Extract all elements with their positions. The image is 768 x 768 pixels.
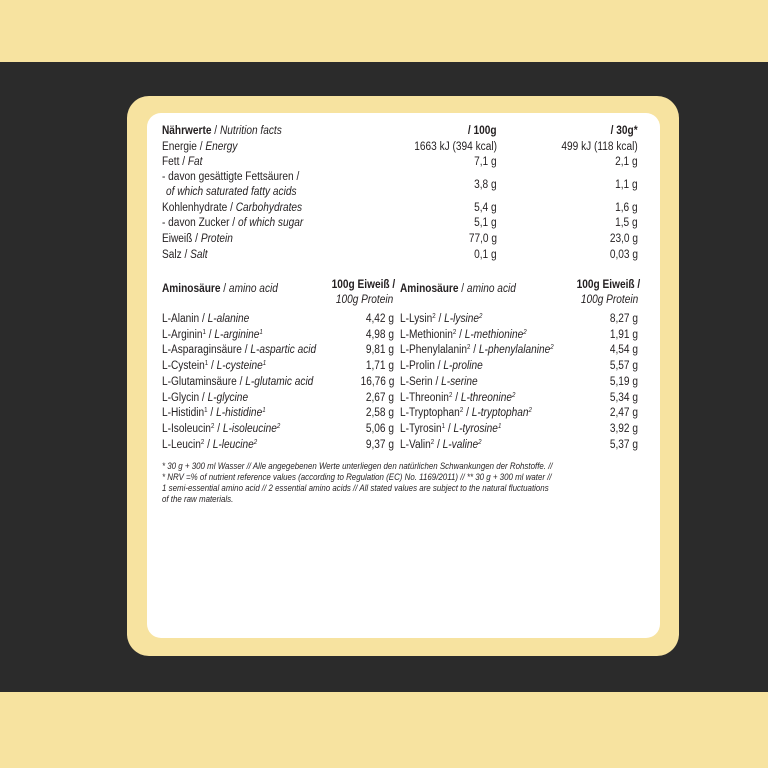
nutrition-value-serving: 1,1 g: [615, 179, 638, 191]
nutrition-col-100g: / 100g: [468, 125, 497, 137]
nutrition-value-serving: 23,0 g: [609, 233, 638, 245]
amino-name-de: L-Leucin: [162, 438, 201, 451]
amino-unit-header: 100g Eiweiß /: [576, 279, 640, 291]
nutrition-row-label: Eiweiß / Protein: [162, 233, 233, 245]
nutrition-label-de: Fett: [162, 156, 180, 168]
nutrition-label-en: Carbohydrates: [235, 202, 303, 214]
nutrition-header-label: Nährwerte / Nutrition facts: [162, 125, 282, 137]
amino-row-label: L-Arginin$^1$ / L-arginine$^1$: [162, 328, 263, 341]
amino-name-de: L-Histidin: [162, 407, 205, 420]
amino-footnote-mark: 1: [262, 360, 267, 368]
amino-footnote-mark: 1: [202, 328, 206, 336]
amino-footnote-mark: 1: [204, 360, 209, 368]
nutrition-label-de: Eiweiß: [162, 233, 193, 245]
amino-value: 5,34 g: [609, 391, 638, 404]
nutrition-label-en: Salt: [190, 249, 208, 261]
amino-name-de: L-Methionin: [400, 328, 453, 341]
amino-name-de: L-Glutaminsäure: [162, 375, 237, 388]
nutrition-label-de: - davon Zucker: [162, 217, 230, 229]
amino-value: 2,47 g: [609, 407, 638, 420]
amino-footnote-mark: 2: [200, 438, 205, 446]
amino-value: 9,37 g: [365, 438, 394, 451]
amino-header-label: Aminosäure / amino acid: [400, 283, 516, 295]
amino-header-de: Aminosäure: [162, 283, 221, 295]
amino-name-en: L-leucine: [212, 438, 254, 451]
amino-row-label: L-Valin$^2$ / L-valine$^2$: [400, 438, 482, 451]
amino-value: 8,27 g: [609, 313, 638, 325]
amino-name-en: L-arginine: [214, 328, 260, 341]
amino-footnote-mark: 1: [497, 422, 502, 430]
footnote-line: 1 semi-essential amino acid // 2 essential amino acids // All stated values are subject to the natural fluctuations: [162, 483, 549, 493]
nutrition-row-label: Kohlenhydrate / Carbohydrates: [162, 202, 303, 214]
amino-name-en: L-glutamic acid: [245, 375, 314, 388]
amino-value: 2,67 g: [365, 391, 394, 404]
amino-name-de: L-Alanin: [162, 313, 200, 325]
nutrition-row-label: Energie / Energy: [162, 141, 238, 153]
amino-unit-header: 100g Eiweiß /: [331, 279, 395, 291]
amino-value: 3,92 g: [609, 422, 638, 435]
nutrition-value-100g: 5,1 g: [474, 217, 497, 229]
amino-name-en: L-histidine: [216, 407, 263, 420]
amino-value: 1,71 g: [365, 360, 394, 373]
nutrition-label-en: of which sugar: [237, 217, 304, 229]
amino-row-label: L-Alanin / L-alanine: [162, 313, 250, 325]
nutrition-value-serving: 0,03 g: [609, 249, 638, 261]
footnote: [162, 461, 637, 505]
nutrition-row-label: Salz / Salt: [162, 249, 208, 261]
nutrition-label-en: Fat: [187, 156, 203, 168]
amino-value: 1,91 g: [609, 328, 638, 341]
amino-footnote-mark: 2: [459, 407, 464, 415]
amino-footnote-mark: 2: [523, 328, 527, 336]
nutrition-label-de: Salz: [162, 249, 182, 261]
amino-name-de: L-Valin: [400, 438, 431, 451]
amino-row-label: L-Tyrosin$^1$ / L-tyrosine$^1$: [400, 422, 502, 435]
nutrition-row-label-en: of which saturated fatty acids: [166, 186, 297, 198]
nutrition-value-serving: 499 kJ (118 kcal): [561, 141, 638, 153]
amino-footnote-mark: 2: [550, 344, 554, 352]
amino-name-de: L-Arginin: [162, 328, 203, 341]
amino-row-label: L-Prolin / L-proline: [400, 360, 483, 373]
nutrition-value-100g: 77,0 g: [468, 233, 497, 245]
amino-value: 5,06 g: [365, 422, 394, 435]
nutrition-value-serving: 1,6 g: [615, 202, 638, 214]
amino-name-en: L-proline: [443, 360, 483, 373]
amino-row-label: L-Lysin$^2$ / L-lysine$^2$: [400, 313, 483, 325]
amino-row-label: L-Methionin$^2$ / L-methionine$^2$: [400, 328, 527, 341]
amino-header-en: amino acid: [466, 283, 516, 295]
amino-row-label: L-Tryptophan$^2$ / L-tryptophan$^2$: [400, 407, 532, 420]
amino-footnote-mark: 2: [253, 438, 258, 446]
amino-name-en: L-lysine: [444, 313, 480, 325]
amino-name-de: L-Glycin: [162, 391, 200, 404]
amino-name-en: L-alanine: [207, 313, 250, 325]
nutrition-value-serving: 2,1 g: [615, 156, 638, 168]
amino-row-label: L-Glutaminsäure / L-glutamic acid: [162, 375, 314, 388]
amino-footnote-mark: 2: [448, 391, 453, 399]
amino-value: 9,81 g: [365, 344, 394, 357]
nutrition-value-100g: 5,4 g: [474, 202, 497, 214]
amino-footnote-mark: 2: [478, 438, 482, 446]
amino-row-label: L-Glycin / L-glycine: [162, 391, 249, 404]
amino-value: 2,58 g: [365, 407, 394, 420]
nutrition-label-de: Energie: [162, 141, 197, 153]
amino-footnote-mark: 1: [204, 407, 208, 415]
footnote-line: of the raw materials.: [162, 494, 234, 504]
amino-name-de: L-Asparaginsäure: [162, 344, 242, 357]
amino-header-label: Aminosäure / amino acid: [162, 283, 278, 295]
amino-name-de: L-Threonin: [400, 391, 449, 404]
amino-row-label: L-Phenylalanin$^2$ / L-phenylalanine$^2$: [400, 344, 554, 357]
amino-row-label: L-Threonin$^2$ / L-threonine$^2$: [400, 391, 516, 404]
nutrition-row-label: - davon Zucker / of which sugar: [162, 217, 304, 229]
amino-name-en: L-serine: [441, 375, 478, 388]
nutrition-label-en: Energy: [205, 141, 238, 153]
amino-footnote-mark: 2: [432, 313, 436, 320]
amino-name-en: L-tyrosine: [453, 422, 498, 435]
amino-value: 5,57 g: [609, 360, 638, 373]
amino-value: 16,76 g: [360, 375, 394, 388]
nutrition-row-label: - davon gesättigte Fettsäuren /: [162, 171, 300, 183]
nutrition-col-serving: / 30g*: [610, 125, 638, 137]
amino-unit-header-en: 100g Protein: [580, 294, 638, 306]
amino-row-label: L-Serin / L-serine: [400, 375, 478, 388]
amino-name-en: L-glycine: [207, 391, 249, 404]
amino-name-de: L-Lysin: [400, 313, 433, 325]
amino-value: 4,42 g: [365, 313, 394, 325]
amino-footnote-mark: 2: [430, 438, 435, 446]
amino-name-en: L-valine: [442, 438, 479, 451]
amino-header-de: Aminosäure: [400, 283, 459, 295]
amino-name-de: L-Tryptophan: [400, 407, 460, 420]
amino-name-de: L-Cystein: [162, 360, 205, 373]
amino-name-de: L-Serin: [400, 375, 433, 388]
amino-value: 4,98 g: [365, 328, 394, 341]
amino-name-en: L-cysteine: [216, 360, 263, 373]
nutrition-value-100g: 3,8 g: [474, 179, 497, 191]
amino-footnote-mark: 2: [452, 328, 457, 336]
nutrition-row-label: Fett / Fat: [162, 156, 203, 168]
amino-footnote-mark: 2: [512, 391, 516, 399]
amino-name-en: L-isoleucine: [222, 422, 277, 435]
amino-row-label: L-Cystein$^1$ / L-cysteine$^1$: [162, 360, 267, 373]
amino-unit-header-en: 100g Protein: [335, 294, 393, 306]
amino-footnote-mark: 2: [479, 313, 483, 320]
nutrition-value-100g: 7,1 g: [474, 156, 497, 168]
nutrition-label-de: Kohlenhydrate: [162, 202, 228, 214]
amino-row-label: L-Leucin$^2$ / L-leucine$^2$: [162, 438, 258, 451]
amino-header-en: amino acid: [228, 283, 278, 295]
amino-row-label: L-Isoleucin$^2$ / L-isoleucine$^2$: [162, 422, 281, 435]
amino-value: 4,54 g: [609, 344, 638, 357]
nutrition-value-100g: 1663 kJ (394 kcal): [414, 141, 497, 153]
amino-value: 5,37 g: [609, 438, 638, 451]
amino-name-en: L-tryptophan: [471, 407, 529, 420]
amino-footnote-mark: 2: [210, 422, 215, 430]
amino-footnote-mark: 2: [276, 422, 281, 430]
amino-name-en: L-threonine: [460, 391, 513, 404]
amino-footnote-mark: 1: [441, 422, 446, 430]
amino-name-de: L-Tyrosin: [400, 422, 442, 435]
amino-name-de: L-Phenylalanin: [400, 344, 467, 357]
amino-value: 5,19 g: [609, 375, 638, 388]
nutrition-value-100g: 0,1 g: [474, 249, 497, 261]
nutrition-label-en: Protein: [200, 233, 233, 245]
amino-row-label: L-Histidin$^1$ / L-histidine$^1$: [162, 407, 266, 420]
footnote-line: * NRV =% of nutrient reference values (according to Regulation (EC) No. 1169/2011) // ** 30 g + 300 ml water //: [162, 472, 552, 482]
amino-row-label: L-Asparaginsäure / L-aspartic acid: [162, 344, 317, 357]
amino-footnote-mark: 2: [528, 407, 532, 415]
nutrition-value-serving: 1,5 g: [615, 217, 638, 229]
amino-name-en: L-aspartic acid: [250, 344, 317, 357]
amino-footnote-mark: 1: [262, 407, 266, 415]
amino-name-en: L-methionine: [464, 328, 524, 341]
amino-footnote-mark: 1: [259, 328, 263, 336]
footnote-line: * 30 g + 300 ml Wasser // Alle angegebenen Werte unterliegen den natürlichen Schwankungen der Rohstoffe. //: [162, 461, 553, 471]
amino-name-en: L-phenylalanine: [478, 344, 551, 357]
amino-name-de: L-Prolin: [400, 360, 435, 373]
amino-footnote-mark: 2: [466, 344, 471, 352]
amino-name-de: L-Isoleucin: [162, 422, 211, 435]
